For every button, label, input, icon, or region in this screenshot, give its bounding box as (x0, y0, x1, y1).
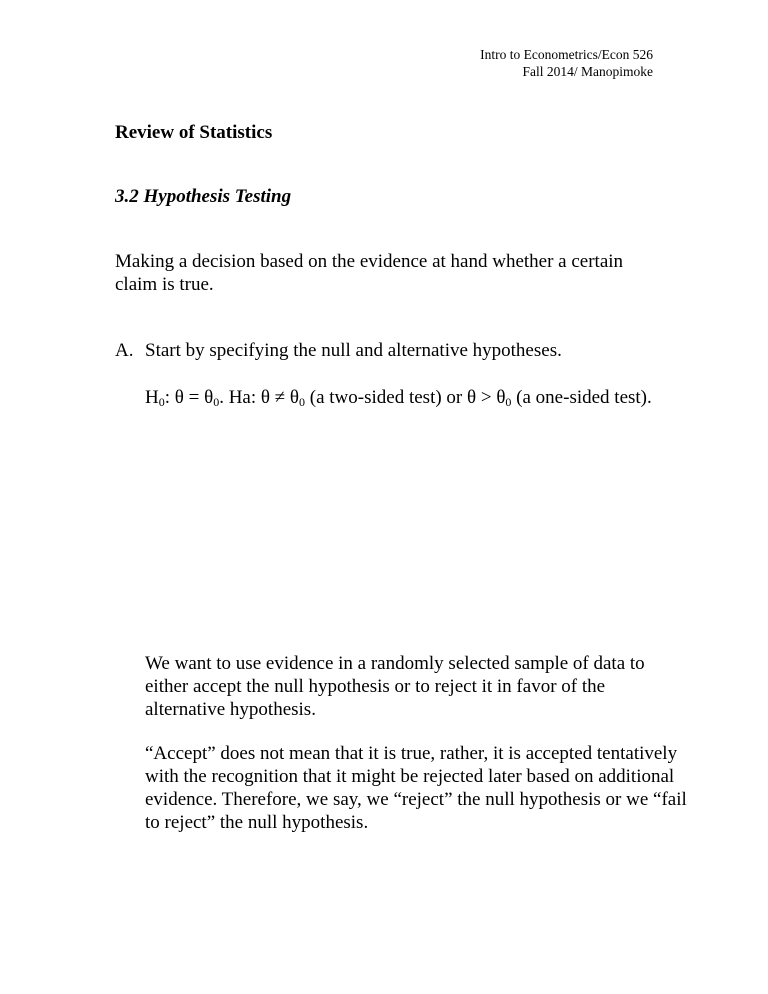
hypotheses-statement (145, 386, 665, 409)
evidence-paragraph: We want to use evidence in a randomly selected sample of data to either accept the null hypothesis or to reject it in favor of the alternative hypothesis. (145, 653, 645, 720)
ha-equation: . Ha: θ ≠ θ (219, 387, 300, 408)
h0-equation: : θ = θ (164, 387, 214, 408)
section-title: 3.2 Hypothesis Testing (115, 186, 292, 207)
h0-label: H (145, 387, 159, 408)
header-term: Fall 2014/ Manopimoke (522, 64, 653, 79)
one-sided-text: (a one-sided test). (511, 387, 652, 408)
list-marker: A. (115, 340, 134, 361)
one-sided-theta-subscript: 0 (505, 395, 512, 409)
two-sided-text: (a two-sided test) or θ > θ (305, 387, 506, 408)
header-course: Intro to Econometrics/Econ 526 (480, 47, 653, 62)
h0-theta-subscript: 0 (213, 395, 220, 409)
page-header (480, 46, 653, 80)
h0-subscript: 0 (158, 395, 165, 409)
intro-paragraph: Making a decision based on the evidence at hand whether a certain claim is true. (115, 251, 624, 295)
ha-theta-subscript: 0 (299, 395, 306, 409)
list-item-text: Start by specifying the null and alternative hypotheses. (145, 340, 562, 361)
accept-paragraph: “Accept” does not mean that it is true, rather, it is accepted tentatively with the recognition that it might be rejected later based on additional evidence. Therefore, we say, we “reject” the null hypothesis or we “fail to reject” the null hypothesis. (145, 743, 687, 833)
document-title: Review of Statistics (115, 122, 273, 143)
